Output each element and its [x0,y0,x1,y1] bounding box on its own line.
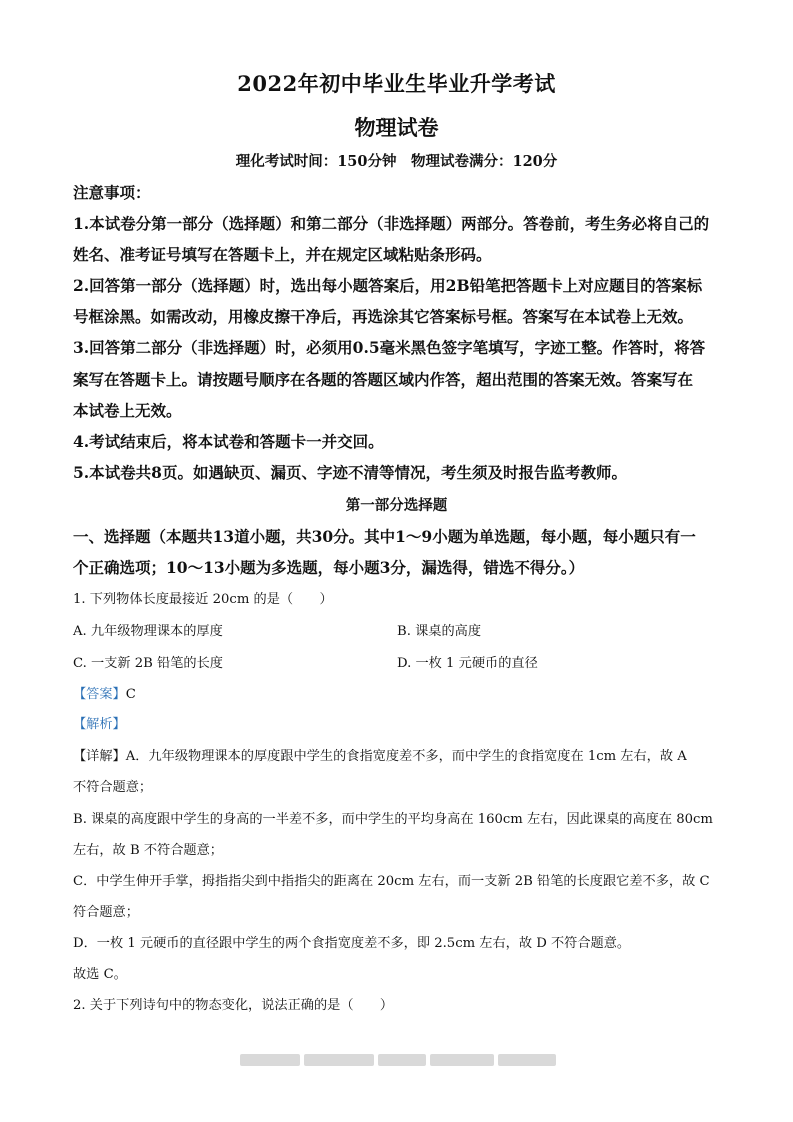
exam-info: 理化考试时间：150分钟 物理试卷满分：120分 [235,153,558,170]
detail-line: 【详解】A．九年级物理课本的厚度跟中学生的食指宽度差不多，而中学生的食指宽度在 1cm 左右，故 A [73,749,687,764]
subject-title: 物理试卷 [354,115,439,140]
note-line: 5.本试卷共8页。如遇缺页、漏页、字迹不清等情况，考生须及时报告监考教师。 [73,463,627,482]
detail-line: C．中学生伸开手掌，拇指指尖到中指指尖的距离在 20cm 左右，而一支新 2B 铅笔的长度跟它差不多，故 C [73,874,710,889]
notes-heading: 注意事项： [73,183,151,202]
note-line: 2.回答第一部分（选择题）时，选出每小题答案后，用2B铅笔把答题卡上对应题目的答案标 [73,276,703,295]
watermark-block [498,1054,556,1066]
question-1-option-b: B. 课桌的高度 [397,624,482,639]
detail-line: B. 课桌的高度跟中学生的身高的一半差不多，而中学生的平均身高在 160cm 左右，因此课桌的高度在 80cm [73,812,713,827]
watermark-block [304,1054,374,1066]
question-2-stem: 2. 关于下列诗句中的物态变化，说法正确的是（ ） [73,998,394,1013]
note-line: 号框涂黑。如需改动，用橡皮擦干净后，再选涂其它答案标号框。答案写在本试卷上无效。 [73,307,694,326]
question-1-option-a: A. 九年级物理课本的厚度 [73,624,223,639]
answer-value: C [125,687,136,702]
detail-line: 符合题意； [73,905,139,920]
question-1-option-c: C. 一支新 2B 铅笔的长度 [73,656,223,671]
answer-label: 【答案】 [73,687,126,702]
note-line: 本试卷上无效。 [73,401,182,420]
note-line: 案写在答题卡上。请按题号顺序在各题的答题区域内作答，超出范围的答案无效。答案写在 [73,370,694,389]
question-1-answer [73,683,725,702]
analysis-label: 【解析】 [73,717,126,732]
note-line: 1.本试卷分第一部分（选择题）和第二部分（非选择题）两部分。答卷前，考生务必将自己的 [73,214,710,233]
note-line: 4.考试结束后，将本试卷和答题卡一并交回。 [73,432,384,451]
watermark-block [240,1054,300,1066]
section-intro-line: 一、选择题（本题共13道小题，共30分。其中1～9小题为单选题，每小题，每小题只有一 [73,527,696,546]
question-1-stem: 1. 下列物体长度最接近 20cm 的是（ ） [73,592,333,607]
detail-line: D．一枚 1 元硬币的直径跟中学生的两个食指宽度差不多，即 2.5cm 左右，故 D 不符合题意。 [73,936,631,951]
note-line: 姓名、准考证号填写在答题卡上，并在规定区域粘贴条形码。 [73,245,492,264]
section-intro-line: 个正确选项；10～13小题为多选题，每小题3分，漏选得，错选不得分。） [73,558,585,577]
detail-line: 左右，故 B 不符合题意； [73,843,223,858]
question-1-option-d: D. 一枚 1 元硬币的直径 [397,656,538,671]
watermark-block [430,1054,494,1066]
watermark-block [378,1054,426,1066]
part-heading: 第一部分选择题 [345,497,448,514]
detail-line: 故选 C。 [73,967,127,982]
detail-line: 不符合题意； [73,780,153,795]
blurred-footer-watermark [240,1052,556,1068]
note-line: 3.回答第二部分（非选择题）时，必须用0.5毫米黑色签字笔填写，字迹工整。作答时，将答 [73,338,706,357]
exam-title: 2022年初中毕业生毕业升学考试 [237,71,556,96]
